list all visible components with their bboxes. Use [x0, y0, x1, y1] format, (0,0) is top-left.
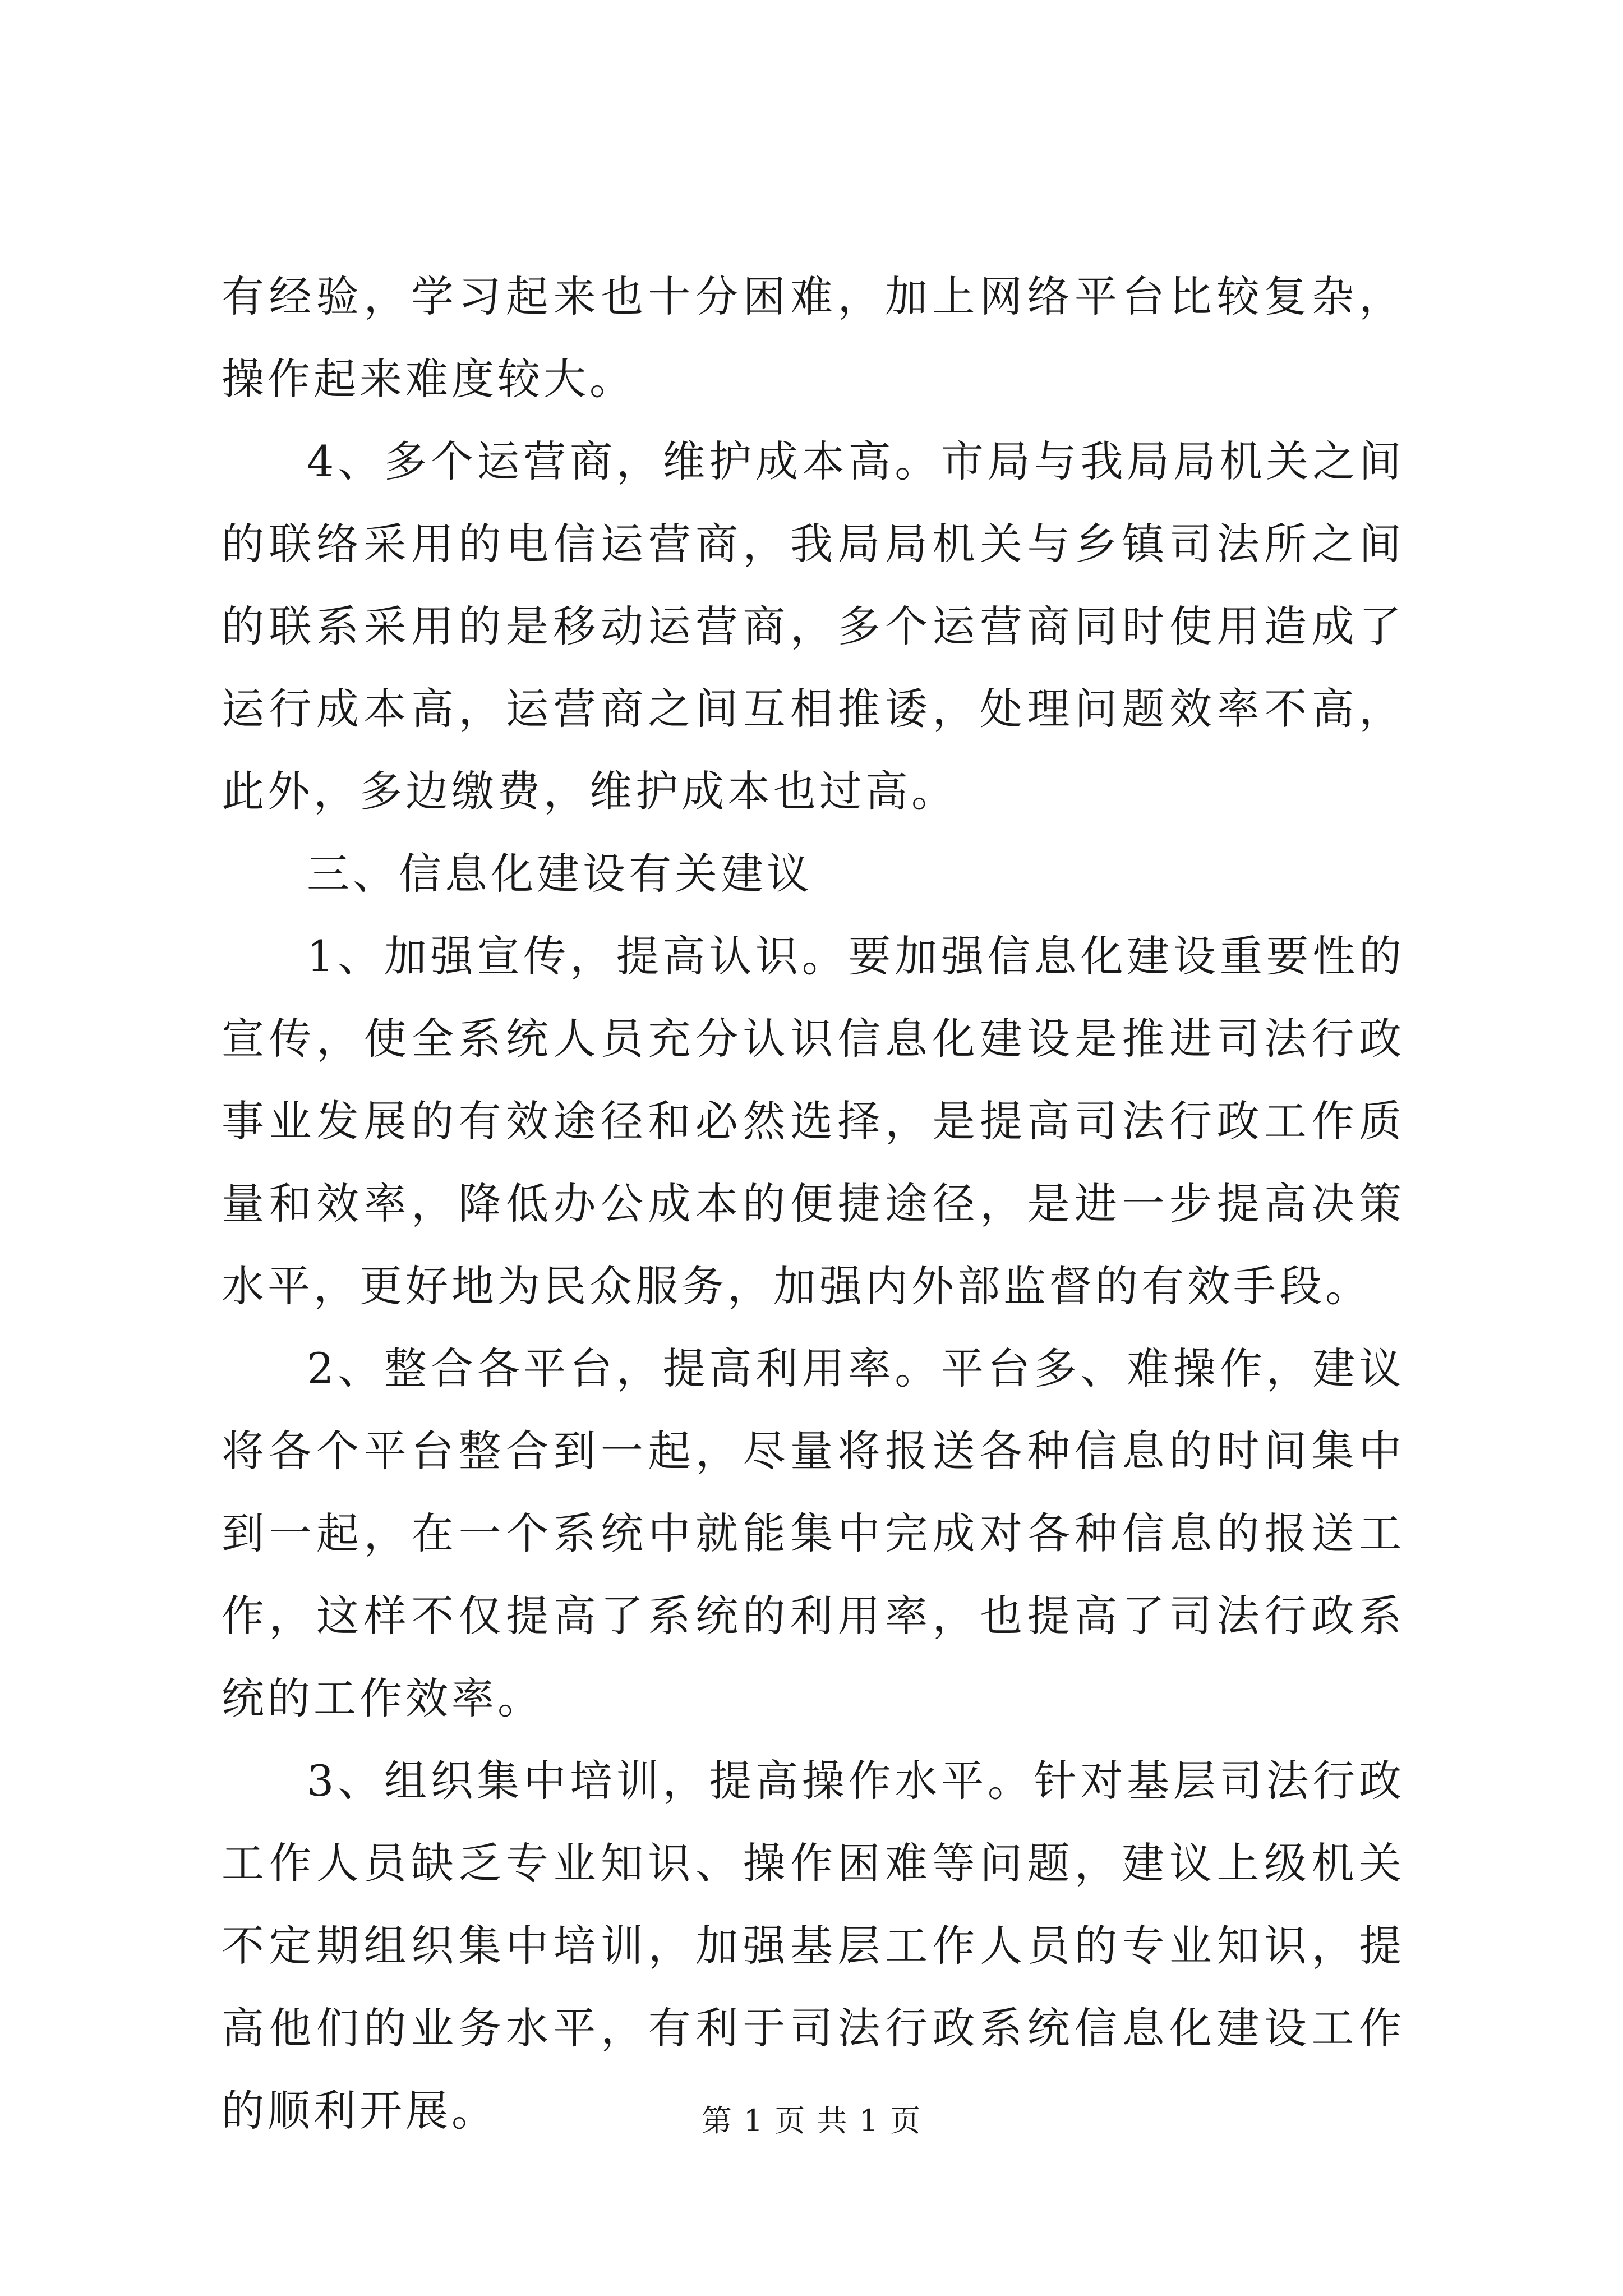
- section-heading-3: 三、信息化建设有关建议: [307, 849, 813, 899]
- paragraph-continuation: 有经验，学习起来也十分困难，加上网络平台比较复杂，操作起来难度较大。: [222, 272, 1405, 404]
- paragraph-suggestion-1: 1、加强宣传，提高认识。要加强信息化建设重要性的宣传，使全系统人员充分认识信息化建设是推进司法行政事业发展的有效途径和必然选择，是提高司法行政工作质量和效率，降低办公成本的便捷途径，是进一步提高决策水平，更好地为民众服务，加强内外部监督的有效手段。: [222, 931, 1405, 1311]
- paragraph-suggestion-3: 3、组织集中培训，提高操作水平。针对基层司法行政工作人员缺乏专业知识、操作困难等问题，建议上级机关不定期组织集中培训，加强基层工作人员的专业知识，提高他们的业务水平，有利于司法行政系统信息化建设工作的顺利开展。: [222, 1756, 1405, 2136]
- document-body: [222, 255, 1405, 2152]
- page-footer: 第 1 页 共 1 页: [701, 2103, 922, 2138]
- paragraph-suggestion-2: 2、整合各平台，提高利用率。平台多、难操作，建议将各个平台整合到一起，尽量将报送各种信息的时间集中到一起，在一个系统中就能集中完成对各种信息的报送工作，这样不仅提高了系统的利用率，也提高了司法行政系统的工作效率。: [222, 1343, 1405, 1723]
- paragraph-item-4: 4、多个运营商，维护成本高。市局与我局局机关之间的联络采用的电信运营商，我局局机关与乡镇司法所之间的联系采用的是移动运营商，多个运营商同时使用造成了运行成本高，运营商之间互相推诿，处理问题效率不高，此外，多边缴费，维护成本也过高。: [222, 436, 1405, 816]
